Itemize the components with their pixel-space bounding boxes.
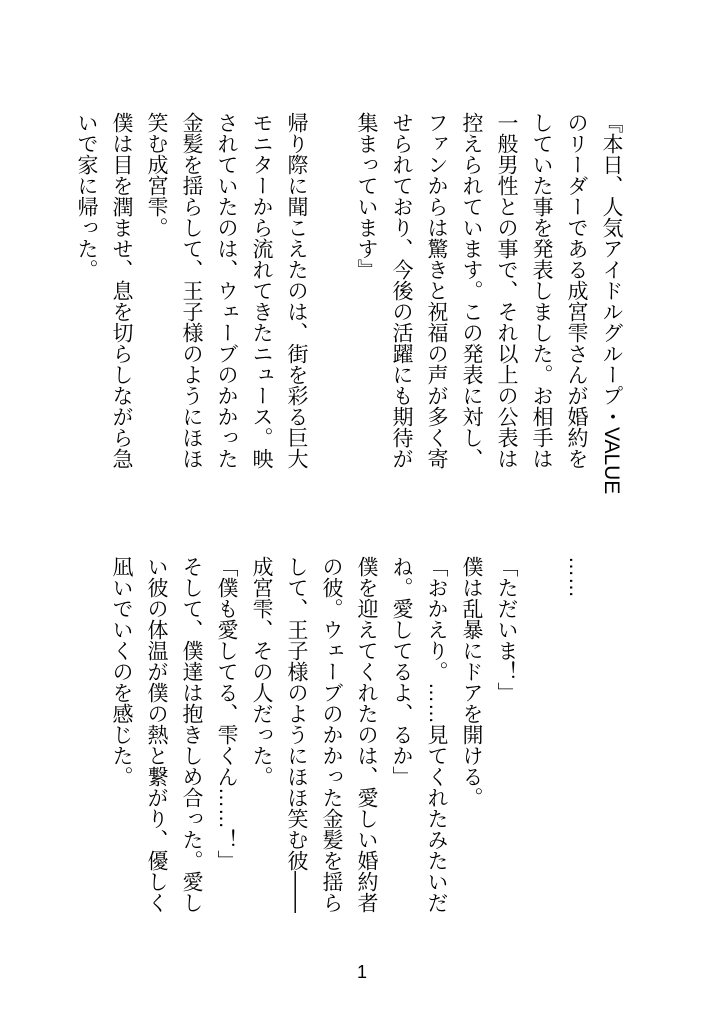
page-number: 1 [356,962,367,982]
text-line: …… [565,556,588,598]
text-line: 「僕も愛してる、雫くん……！」 [215,556,238,871]
text-line: 一般男性との事で、それ以上の公表は [495,112,518,469]
novel-text-block-bottom [104,556,629,936]
text-line: 「ただいま！」 [495,556,518,703]
text-line: い彼の体温が僕の熱と繋がり、優しく [145,556,168,913]
text-line: 僕を迎えてくれたのは、愛しい婚約者 [355,556,378,913]
text-line: いで家に帰った。 [75,112,98,280]
text-line: していた事を発表しました。お相手は [530,112,553,469]
text-line: ファンからは驚きと祝福の声が多く寄 [425,112,448,469]
text-line [524,556,559,936]
text-line: 金髪を揺らして、王子様のようにほほ [180,112,203,469]
text-line: 僕は目を潤ませ、息を切らしながら急 [110,112,133,469]
text-line: されていたのは、ウェーブのかかった [215,112,238,469]
text-line [314,112,349,492]
text-line: 集まっています』 [355,112,378,280]
novel-text-block-top [69,112,629,495]
text-line: 成宮雫、その人だった。 [250,556,273,787]
text-line: せられており、今後の活躍にも期待が [390,112,413,469]
text-line: 凪いでいくのを感じた。 [110,556,133,787]
text-line: そして、僕達は抱きしめ合った。愛し [180,556,203,913]
text-line: 帰り際に聞こえたのは、街を彩る巨大 [285,112,308,469]
text-line: 笑む成宮雫。 [145,112,168,238]
text-line: 「おかえり。……見てくれたみたいだ [425,556,448,913]
text-line: の彼。ウェーブのかかった金髪を揺ら [320,556,343,913]
text-line [594,556,629,936]
text-line: して、王子様のようにほほ笑む彼―― [285,556,308,913]
text-line: ね。愛してるよ、るか」 [390,556,413,787]
text-line: のリーダーである成宮雫さんが婚約を [565,112,588,469]
text-line: モニターから流れてきたニュース。映 [250,112,273,469]
text-line: 控えられています。この発表に対し、 [460,112,483,469]
text-line: 僕は乱暴にドアを開ける。 [460,556,483,808]
text-line: 『本日、人気アイドルグループ・VALUE [600,112,623,495]
